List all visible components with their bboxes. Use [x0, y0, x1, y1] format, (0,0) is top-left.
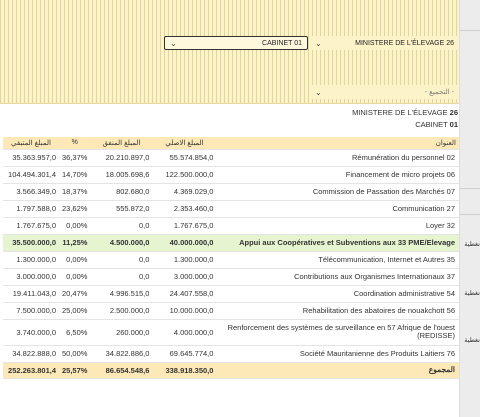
cell-remaining: 3.740.000,0 [3, 319, 59, 345]
cell-title: المجموع [216, 362, 459, 378]
cell-percent: 6,50% [59, 319, 90, 345]
ministere-select-value: MINISTERE DE L'ÉLEVAGE 26 [355, 39, 454, 47]
cell-remaining: 252.263.801,4 [3, 362, 59, 378]
table-row [3, 251, 459, 268]
side-panel [459, 0, 480, 417]
cabinet-select-value: CABINET 01 [262, 39, 302, 47]
cell-remaining: 1.767.675,0 [3, 217, 59, 234]
cell-original: 10.000.000,0 [152, 302, 216, 319]
cell-percent: 25,57% [59, 362, 90, 378]
cell-percent: 0,00% [59, 251, 90, 268]
table-header-row [3, 137, 459, 149]
cell-spent: 86.654.548,6 [90, 362, 152, 378]
table-row [3, 234, 459, 251]
table-row [3, 217, 459, 234]
cell-remaining: 34.822.888,0 [3, 345, 59, 362]
ministere-name: MINISTERE DE L'ÉLEVAGE [352, 108, 448, 117]
cell-percent: 36,37% [59, 149, 90, 166]
cabinet-select[interactable] [164, 36, 308, 50]
cell-remaining: 104.494.301,4 [3, 166, 59, 183]
cell-title: Contributions aux Organismes Internationaux 37 [216, 268, 459, 285]
cell-spent: 34.822.886,0 [90, 345, 152, 362]
cell-original: 4.000.000,0 [152, 319, 216, 345]
col-spent[interactable]: المبلغ المنفق [90, 137, 152, 149]
cell-spent: 0,0 [90, 268, 152, 285]
cell-remaining: 35.363.957,0 [3, 149, 59, 166]
cell-percent: 11,25% [59, 234, 90, 251]
ministere-heading [352, 108, 458, 117]
col-percent[interactable]: % [59, 137, 90, 149]
cell-original: 122.500.000,0 [152, 166, 216, 183]
cell-remaining: 35.500.000,0 [3, 234, 59, 251]
chevron-down-icon: ⌄ [315, 38, 322, 48]
side-label: نغطية [464, 290, 480, 297]
cell-remaining: 7.500.000,0 [3, 302, 59, 319]
cell-title: Rémunération du personnel 02 [216, 149, 459, 166]
table-row [3, 166, 459, 183]
ministere-code: 26 [449, 108, 458, 117]
cell-spent: 4.996.515,0 [90, 285, 152, 302]
cell-remaining: 1.797.588,0 [3, 200, 59, 217]
cell-original: 2.353.460,0 [152, 200, 216, 217]
cell-spent: 555.872,0 [90, 200, 152, 217]
cell-original: 1.767.675,0 [152, 217, 216, 234]
cabinet-code: 01 [449, 120, 458, 129]
cell-original: 3.000.000,0 [152, 268, 216, 285]
side-label: نغطية [464, 241, 480, 248]
cell-percent: 20,47% [59, 285, 90, 302]
cell-spent: 20.210.897,0 [90, 149, 152, 166]
cell-original: 24.407.558,0 [152, 285, 216, 302]
grouping-select-value: - التجميع - [424, 89, 454, 96]
cell-title: Société Mauritanienne des Produits Laitiers 76 [216, 345, 459, 362]
cell-spent: 18.005.698,6 [90, 166, 152, 183]
cell-spent: 802.680,0 [90, 183, 152, 200]
divider [460, 188, 480, 189]
cell-percent: 14,70% [59, 166, 90, 183]
col-original[interactable]: المبلغ الاصلي [152, 137, 216, 149]
cell-title: Appui aux Coopératives et Subventions aux 33 PME/Elevage [216, 234, 459, 251]
cell-original: 69.645.774,0 [152, 345, 216, 362]
cell-remaining: 19.411.043,0 [3, 285, 59, 302]
cell-title: Loyer 32 [216, 217, 459, 234]
cell-title: Communication 27 [216, 200, 459, 217]
cell-percent: 0,00% [59, 268, 90, 285]
total-row [3, 362, 459, 378]
col-remaining[interactable]: المبلغ المتبقي [3, 137, 59, 149]
cell-percent: 23,62% [59, 200, 90, 217]
chevron-down-icon: ⌄ [315, 87, 322, 97]
cell-spent: 260.000,0 [90, 319, 152, 345]
side-label: نغطية [464, 337, 480, 344]
cell-percent: 50,00% [59, 345, 90, 362]
table-row [3, 345, 459, 362]
cell-original: 338.918.350,0 [152, 362, 216, 378]
table-row [3, 302, 459, 319]
grouping-select[interactable] [310, 85, 459, 99]
cabinet-heading [415, 120, 458, 129]
chevron-down-icon: ⌄ [170, 38, 177, 48]
cell-original: 4.369.029,0 [152, 183, 216, 200]
table-row [3, 268, 459, 285]
cell-title: Rehabilitation des abatoires de nouakchott 56 [216, 302, 459, 319]
cell-spent: 0,0 [90, 217, 152, 234]
budget-table [3, 137, 459, 379]
table-row [3, 319, 459, 345]
cell-original: 55.574.854,0 [152, 149, 216, 166]
cell-remaining: 1.300.000,0 [3, 251, 59, 268]
ministere-select[interactable] [310, 36, 459, 50]
divider [460, 214, 480, 215]
cell-remaining: 3.000.000,0 [3, 268, 59, 285]
cell-percent: 0,00% [59, 217, 90, 234]
cabinet-name: CABINET [415, 120, 448, 129]
table-row [3, 183, 459, 200]
cell-spent: 4.500.000,0 [90, 234, 152, 251]
cell-original: 40.000.000,0 [152, 234, 216, 251]
cell-title: Commission de Passation des Marchés 07 [216, 183, 459, 200]
cell-remaining: 3.566.349,0 [3, 183, 59, 200]
cell-title: Télécommunication, Internet et Autres 35 [216, 251, 459, 268]
table-row [3, 149, 459, 166]
divider [460, 30, 480, 31]
cell-spent: 2.500.000,0 [90, 302, 152, 319]
col-title[interactable]: العنوان [216, 137, 459, 149]
cell-original: 1.300.000,0 [152, 251, 216, 268]
table-row [3, 285, 459, 302]
cell-percent: 18,37% [59, 183, 90, 200]
cell-percent: 25,00% [59, 302, 90, 319]
filter-panel [0, 0, 459, 104]
cell-title: Coordination administrative 54 [216, 285, 459, 302]
cell-title: Financement de micro projets 06 [216, 166, 459, 183]
cell-spent: 0,0 [90, 251, 152, 268]
table-row [3, 200, 459, 217]
cell-title: Renforcement des systèmes de surveillance en 57 Afrique de l'ouest (REDISSE) [216, 319, 459, 345]
